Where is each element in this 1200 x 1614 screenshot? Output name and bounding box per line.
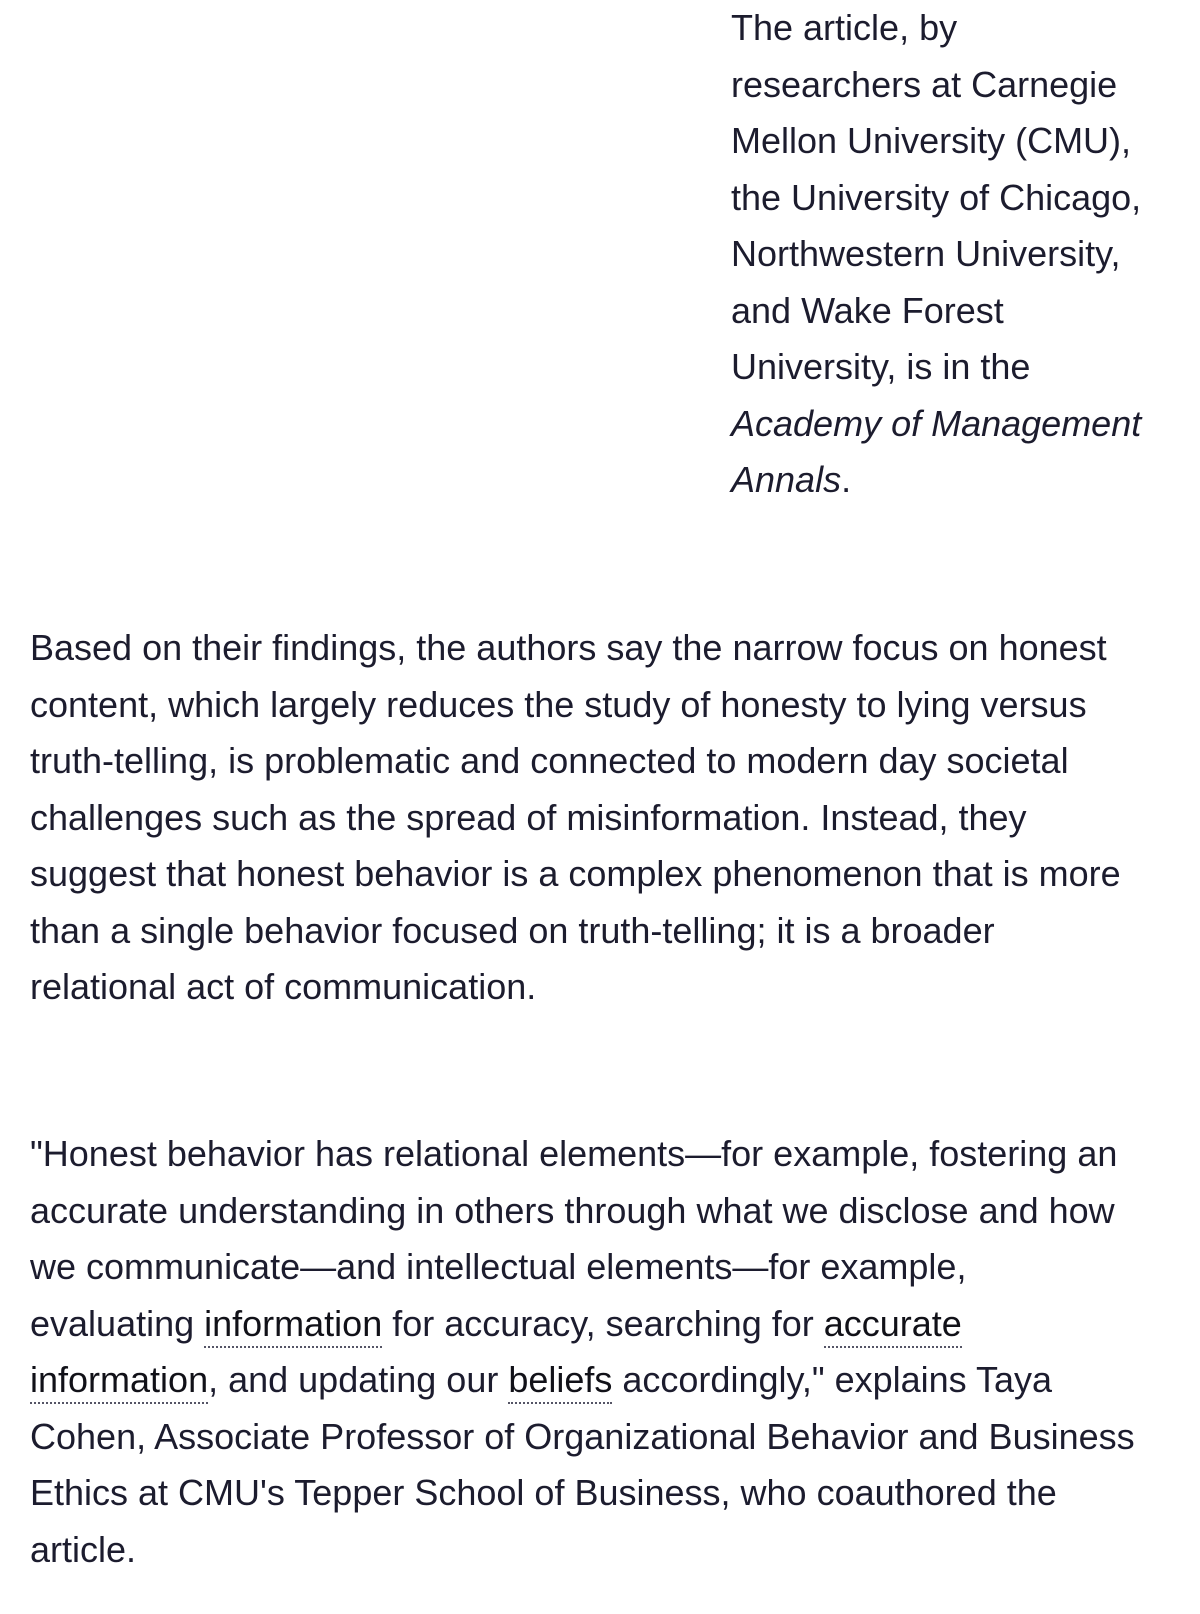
quote-text-part-2: for accuracy, searching for	[382, 1302, 824, 1344]
quote-text-part-4: accordingly," explains Taya Cohen, Associate Professor of Organizational Behavior and Business Ethics at CMU's Tepper School of Business, who coauthored the article.	[30, 1359, 1135, 1570]
beliefs-term-link[interactable]: beliefs	[508, 1359, 612, 1404]
quote-text-part-1: "Honest behavior has relational elements—for example, fostering an accurate understanding in others through what we disclose and how we communicate—and intellectual elements—for example, evaluating	[30, 1133, 1118, 1344]
source-note-period: .	[841, 459, 852, 500]
quote-paragraph	[30, 1126, 1140, 1578]
article-source-note	[731, 0, 1151, 509]
quote-text-part-3: , and updating our	[208, 1359, 509, 1400]
accurate-information-term-link[interactable]: accurate information	[30, 1303, 962, 1405]
findings-paragraph: Based on their findings, the authors say the narrow focus on honest content, which largely reduces the study of honesty to lying versus truth-telling, is problematic and connected to modern day societal challenges such as the spread of misinformation. Instead, they suggest that honest behavior is a complex phenomenon that is more than a single behavior focused on truth-telling; it is a broader relational act of communication.	[30, 627, 1121, 1007]
source-note-text: The article, by researchers at Carnegie Mellon University (CMU), the University of Chicago, Northwestern University, and Wake Forest University, is in the	[731, 7, 1142, 387]
journal-title: Academy of Management Annals	[731, 402, 1142, 500]
information-term-link[interactable]: information	[204, 1303, 382, 1348]
